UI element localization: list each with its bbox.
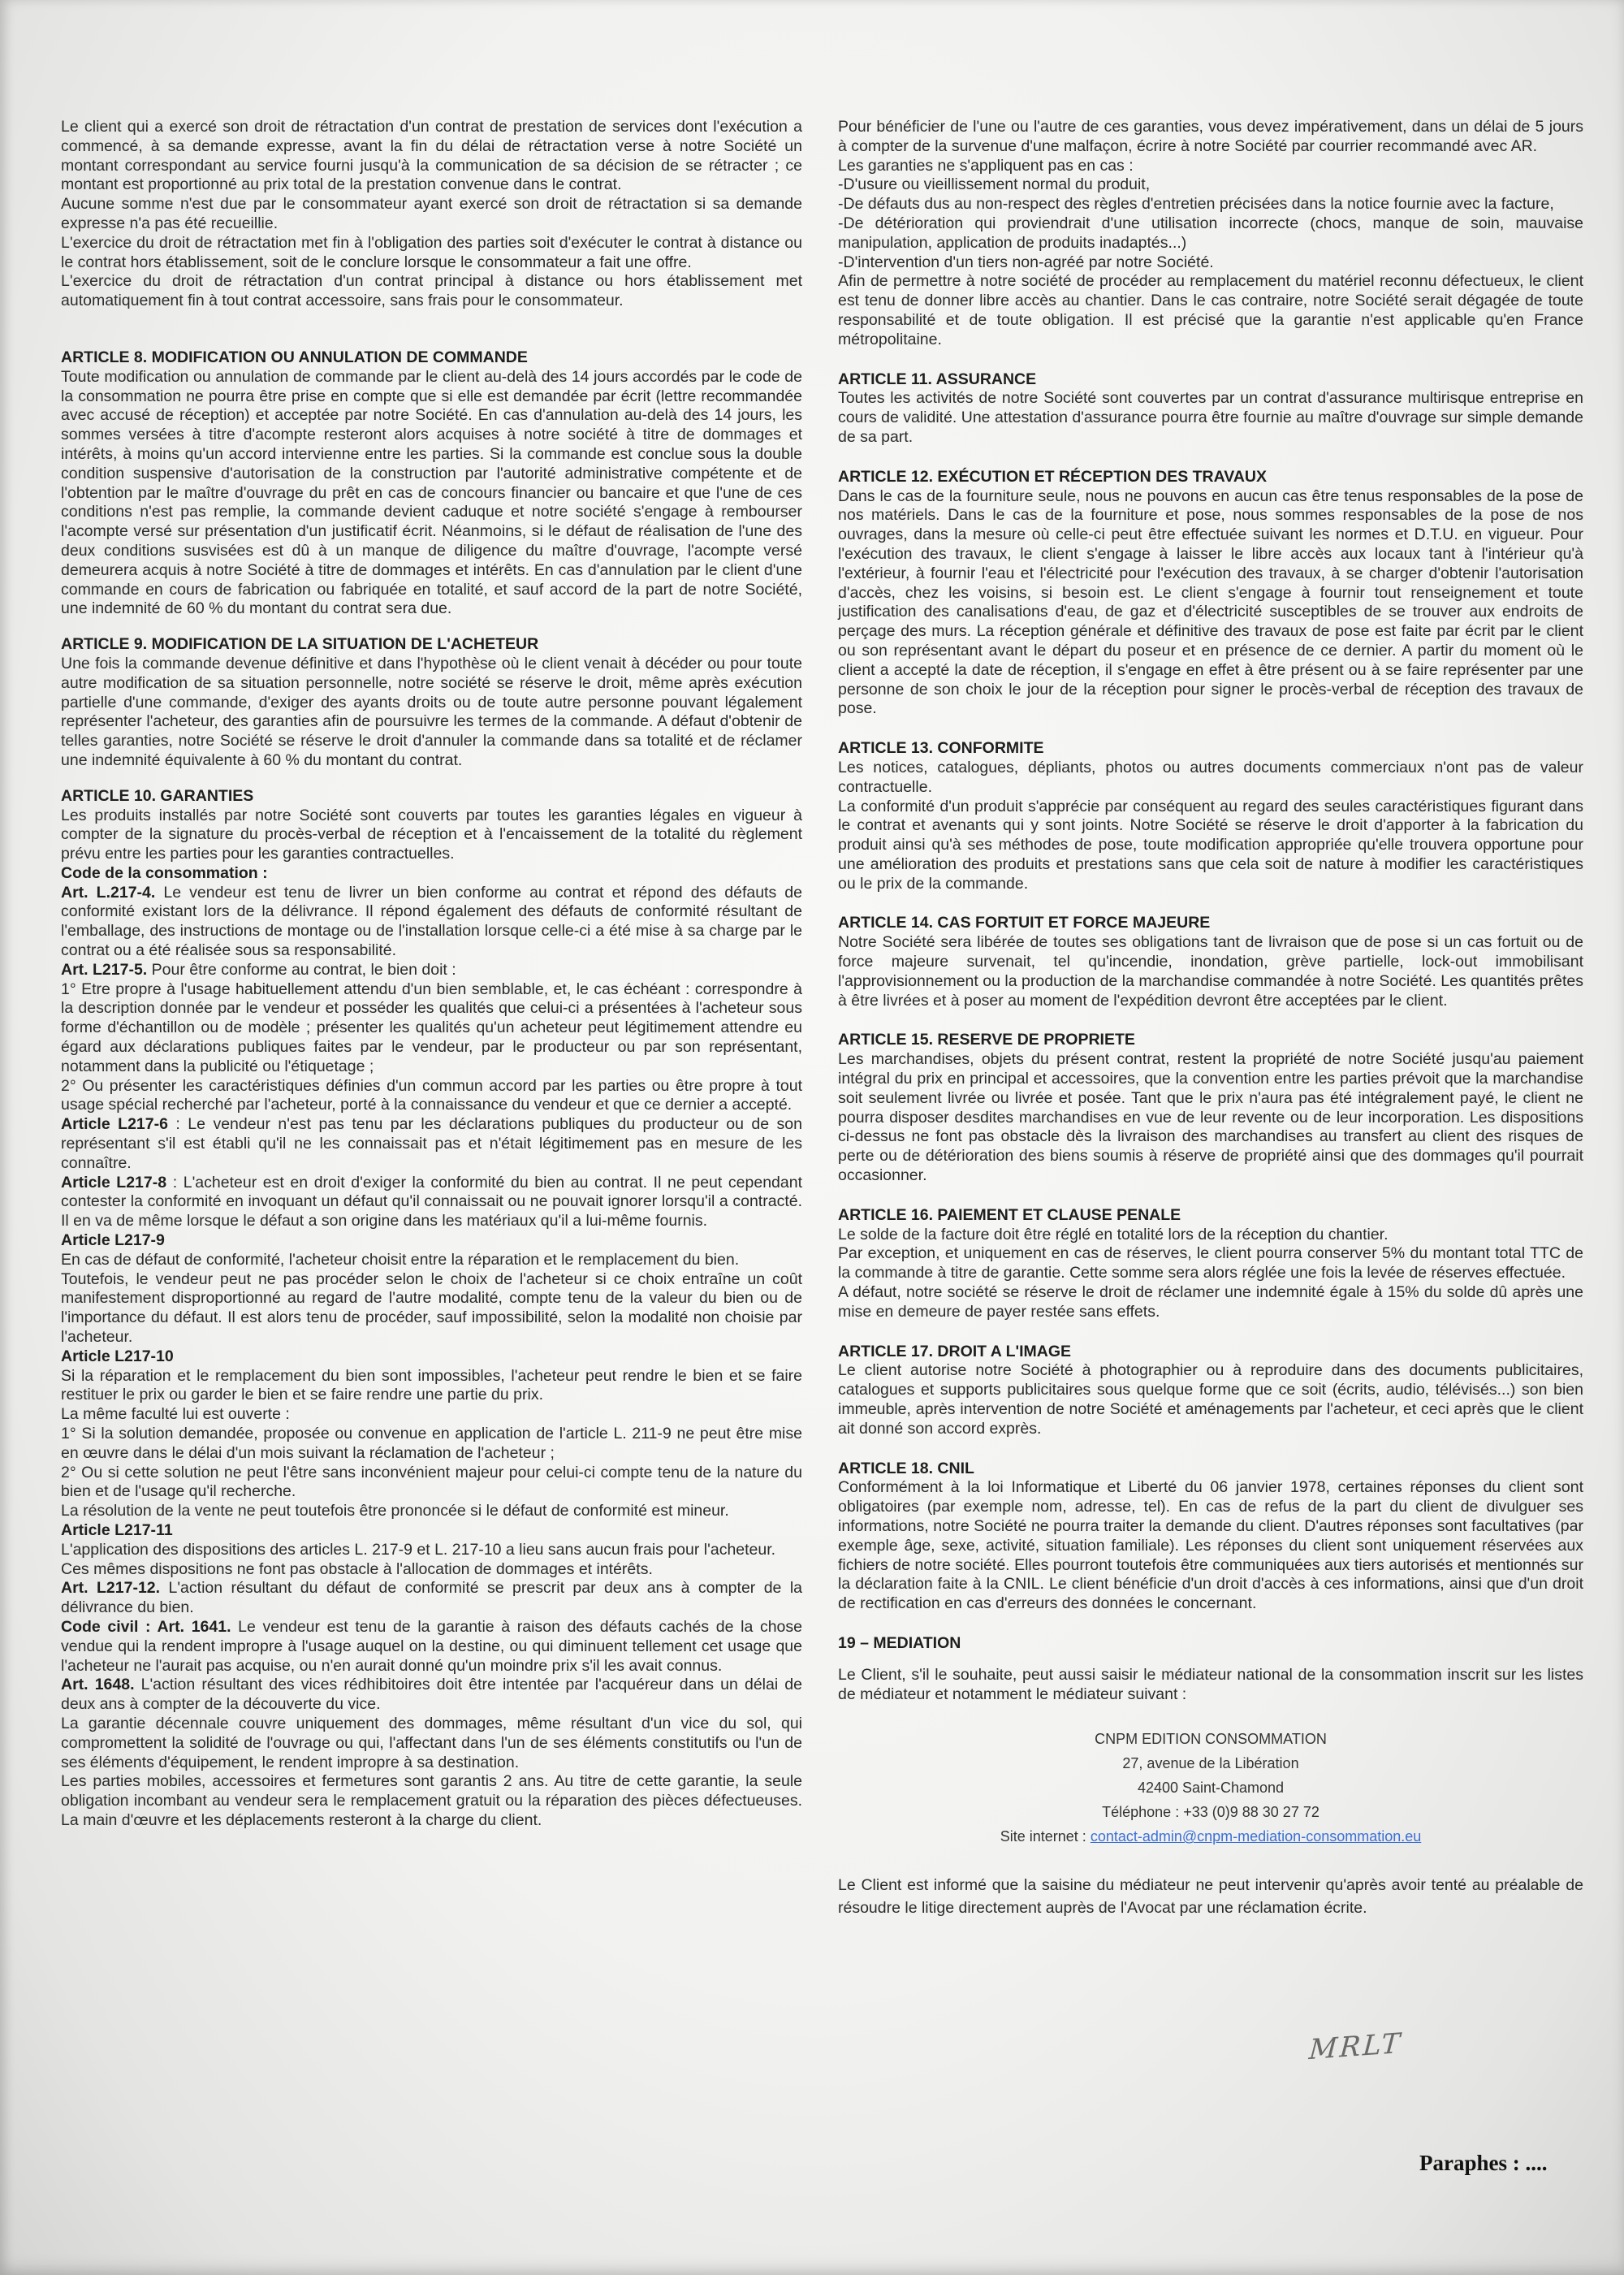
article-16-paragraph-2: Par exception, et uniquement en cas de réserves, le client pourra conserver 5% du montant total TTC de la commande à titre de garantie. Cette somme sera alors réglée une fois la levée de réserves effectuée.: [838, 1244, 1583, 1282]
art-l217-5: [61, 961, 802, 980]
art-l217-6-text: : Le vendeur n'est pas tenu par les déclarations publiques du producteur ou de son représentant s'il est établi qu'il ne les connaissait pas et n'était légitimement pas en mesure de les connaître.: [61, 1115, 802, 1172]
art-l217-12-label: Art. L217-12.: [61, 1579, 161, 1598]
article-9-title: ARTICLE 9. MODIFICATION DE LA SITUATION DE L'ACHETEUR: [61, 635, 539, 654]
art-l217-10-paragraph-2: La même faculté lui est ouverte :: [61, 1405, 290, 1424]
article-9-text: Une fois la commande devenue définitive et dans l'hypothèse où le client venait à décéder ou pour toute autre modification de sa situation personnelle, notre société se réserve le droit, même après exécution partielle d'une commande, d'exiger des ayants droits ou de toute autre personne pouvant légalement représenter l'acheteur, des garanties afin de poursuivre les termes de la commande. A défaut d'obtenir de telles garanties, notre Société se réserve le droit d'annuler la commande dans sa totalité et de réclamer une indemnité équivalente à 60 % du montant du contrat.: [61, 654, 802, 769]
right-column: [838, 118, 1583, 1919]
art-l217-10-label: Article L217-10: [61, 1347, 174, 1365]
article-8-text: Toute modification ou annulation de commande par le client au-delà des 14 jours accordés par le code de la consommation ne pourra être prise en compte que si elle est demandée par écrit (lettre recommandée avec accusé de réception) et acceptée par notre Société. En cas d'annulation au-delà des 14 jours, les sommes versées à titre d'acompte resteront alors acquises à notre société à titre de dommages et intérêts, à moins qu'un accord intervienne entre les parties. Si la commande est conclue sous la double condition suspensive d'autorisation de la construction par l'autorité administrative compétente et de l'obtention par le maître d'ouvrage du prêt en cas de concours financier ou bancaire et que l'une de ces conditions n'est pas remplie, la commande devient caduque et notre société s'engage à rembourser l'acompte versé sur présentation d'un justificatif écrit. Néanmoins, si le défaut de réalisation de l'une des deux conditions susvisées est dû à un manque de diligence du maître d'ouvrage, l'acompte versé demeurera acquis à notre Société à titre de dommages et intérêts. En cas d'annulation par le client d'une commande en cours de fabrication ou fabriquée en totalité, et sauf accord de la part de notre Société, une indemnité de 60 % du montant du contrat sera due.: [61, 367, 802, 618]
garanties-exclusion-item: -De défauts dus au non-respect des règles d'entretien précisées dans la notice fournie avec la facture,: [838, 195, 1554, 214]
garanties-procedure-paragraph: Pour bénéficier de l'une ou l'autre de ces garanties, vous devez impérativement, dans un délai de 5 jours à compter de la survenue d'une malfaçon, écrire à notre Société par courrier recommandé avec AR.: [838, 118, 1583, 155]
article-19-text: Le Client, s'il le souhaite, peut aussi saisir le médiateur national de la consommation inscrit sur les listes de médiateur et notamment le médiateur suivant :: [838, 1665, 1583, 1703]
article-12-text: Dans le cas de la fourniture seule, nous ne pouvons en aucun cas être tenus responsables de la pose de nos matériels. Dans le cas de la fourniture et pose, nous sommes responsables de la pose de nos ouvrages, dans la mesure où celle-ci peut être effectuée suivant les normes et D.T.U. en vigueur. Pour l'exécution des travaux, le client s'engage à laisser le libre accès aux locaux tant à l'intérieur qu'à l'extérieur, à fournir l'eau et l'électricité pour l'exécution des travaux, à se charger d'obtenir l'autorisation d'accès, chez les voisins, si besoin est. Le client s'engage à fournir tout renseignement et toute justification des canalisations d'eau, de gaz et d'électricité susceptibles de se trouver aux endroits de perçage des murs. La réception générale et définitive des travaux de pose est faite par écrit par le client ou son représentant avant le départ du poseur et en présence de ce dernier. A partir du moment où le client a accepté la date de réception, il s'engage en effet à être présent ou à se faire représenter par une personne de son choix le jour de la réception pour signer le procès-verbal de réception des travaux de pose.: [838, 487, 1583, 718]
article-17-title: ARTICLE 17. DROIT A L'IMAGE: [838, 1342, 1072, 1360]
art-l217-5-item-1: 1° Etre propre à l'usage habituellement attendu d'un bien semblable, et, le cas échéant : correspondre à la description donnée par le vendeur et posséder les qualités que celui-ci a présentées à l'acheteur sous forme d'échantillon ou de modèle ; présenter les qualités qu'un acheteur peut légitimement attendre eu égard aux déclarations publiques faites par le vendeur, par le producteur ou par son représentant, notamment dans la publicité ou l'étiquetage ;: [61, 980, 802, 1075]
garanties-exclusion-item: -D'intervention d'un tiers non-agréé par notre Société.: [838, 253, 1214, 271]
article-16-paragraph-1: Le solde de la facture doit être réglé en totalité lors de la réception du chantier.: [838, 1225, 1389, 1243]
art-l217-10-paragraph-1: Si la réparation et le remplacement du bien sont impossibles, l'acheteur peut rendre le bien et se faire restituer le prix ou garder le bien et se faire rendre une partie du prix.: [61, 1366, 802, 1404]
art-l217-12-text: L'action résultant du défaut de conformité se prescrit par deux ans à compter de la délivrance du bien.: [61, 1579, 802, 1617]
mediator-city: 42400 Saint-Chamond: [1137, 1780, 1285, 1797]
garanties-exclusion-item: -D'usure ou vieillissement normal du produit,: [838, 175, 1151, 194]
code-civil-art-1641: [61, 1618, 802, 1676]
art-l217-10-paragraph-5: La résolution de la vente ne peut toutefois être prononcée si le défaut de conformité est mineur.: [61, 1502, 729, 1520]
garanties-exclusions-intro: Les garanties ne s'appliquent pas en cas :: [838, 156, 1134, 175]
art-l217-4-text: Le vendeur est tenu de livrer un bien conforme au contrat et répond des défauts de conformité existant lors de la délivrance. Il répond également des défauts de conformité résultant de l'emballage, des instructions de montage ou de l'installation lorsque celle-ci a été mise à sa charge par le contrat ou a été réalisée sous sa responsabilité.: [61, 883, 802, 960]
art-l217-12: [61, 1579, 802, 1618]
art-l217-6: [61, 1115, 802, 1173]
code-civil-art-1648: [61, 1676, 802, 1715]
mediator-phone-line: [838, 1800, 1583, 1824]
article-19-title: 19 – MEDIATION: [838, 1633, 961, 1652]
mediator-name: CNPM EDITION CONSOMMATION: [1095, 1731, 1327, 1748]
art-l217-10-paragraph-4: 2° Ou si cette solution ne peut l'être sans inconvénient majeur pour celui-ci compte tenu de la nature du bien et de l'usage qu'il recherche.: [61, 1463, 802, 1501]
art-l217-11-label: Article L217-11: [61, 1520, 173, 1539]
article-11-title: ARTICLE 11. ASSURANCE: [838, 370, 1037, 388]
mediator-address-block: [838, 1727, 1583, 1849]
article-14-text: Notre Société sera libérée de toutes ses obligations tant de livraison que de pose si un cas fortuit ou de force majeure survenait, tel qu'incendie, inondation, grève partielle, lock-out immobilisant l'approvisionnement ou la production de la marchandise commandée à notre Société. Les quantités prêtes à être livrées et à poser au moment de l'expédition devront être acceptées par le client.: [838, 933, 1583, 1010]
article-18-title: ARTICLE 18. CNIL: [838, 1459, 974, 1477]
article-15-text: Les marchandises, objets du présent contrat, restent la propriété de notre Société jusqu'au paiement intégral du prix en principal et accessoires, que la convention entre les parties prévoit que la marchandise soit seulement livrée ou livrée et posée. Tant que le prix n'aura pas été intégralement payé, le client ne pourra disposer desdites marchandises en vue de leur revente ou de leur incorporation. Les dispositions ci-dessus ne font pas obstacle dès la livraison des marchandises au transfert au client des risques de perte ou de détérioration des biens soumis à réserve de propriété ainsi que des dommages qu'il pourrait occasionner.: [838, 1050, 1583, 1185]
article-18-text: Conformément à la loi Informatique et Liberté du 06 janvier 1978, certaines réponses du client sont obligatoires (par exemple nom, adresse, tel). En cas de refus de la part du client de divulguer ses informations, notre Société ne pourra traiter la demande du client. D'autres réponses sont facultatives (par exemple âge, sexe, activité, situation familiale). Les réponses du client sont uniquement réservées aux fichiers de notre société. Elles pourront toutefois être communiquées aux tiers autorisés et mentionnés sur la déclaration faite à la CNIL. Le client bénéficie d'un droit d'accès à ces informations, ainsi que d'un droit de rectification en cas d'erreurs des données le concernant.: [838, 1478, 1583, 1613]
article-13-title: ARTICLE 13. CONFORMITE: [838, 739, 1044, 758]
intro-paragraph-1: Le client qui a exercé son droit de rétractation d'un contrat de prestation de services dont l'exécution a commencé, à sa demande expresse, avant la fin du délai de rétractation verse à notre Société un montant correspondant au service fourni jusqu'à la communication de sa décision de se rétracter ; ce montant est proportionné au prix total de la prestation convenue dans le contrat.: [61, 118, 802, 194]
mediator-site-link: contact-admin@cnpm-mediation-consommation.eu: [1090, 1828, 1422, 1845]
article-13-paragraph-1: Les notices, catalogues, dépliants, photos ou autres documents commerciaux n'ont pas de valeur contractuelle.: [838, 758, 1583, 796]
garantie-decennale-paragraph: La garantie décennale couvre uniquement des dommages, même résultant d'un vice du sol, qui compromettent la solidité de l'ouvrage ou qui, l'affectant dans l'un de ses éléments constitutifs ou l'un de ses éléments d'équipement, le rendent impropre à sa destination.: [61, 1714, 802, 1771]
art-l217-9-paragraph-2: Toutefois, le vendeur peut ne pas procéder selon le choix de l'acheteur si ce choix entraîne un coût manifestement disproportionné au regard de l'autre modalité, compte tenu de la valeur du bien ou de l'importance du défaut. Il est alors tenu de procéder, sauf impossibilité, selon la modalité non choisie par l'acheteur.: [61, 1269, 802, 1347]
intro-paragraph-4: L'exercice du droit de rétractation d'un contrat principal à distance ou hors établissement met automatiquement fin à tout contrat accessoire, sans frais pour le consommateur.: [61, 272, 802, 310]
garanties-exclusion-item: -De détérioration qui proviendrait d'une utilisation incorrecte (chocs, manque de soin, mauvaise manipulation, application de produits inadaptés...): [838, 214, 1583, 252]
article-14-title: ARTICLE 14. CAS FORTUIT ET FORCE MAJEURE: [838, 914, 1211, 932]
article-12-title: ARTICLE 12. EXÉCUTION ET RÉCEPTION DES TRAVAUX: [838, 467, 1268, 486]
art-l217-8-text: : L'acheteur est en droit d'exiger la conformité du bien au contrat. Il ne peut cependant contester la conformité en invoquant un défaut qu'il connaissait ou ne pouvait ignorer lorsqu'il a contracté. Il en va de même lorsque le défaut a son origine dans les matériaux qu'il a lui-même fournis.: [61, 1173, 802, 1230]
art-l217-4: [61, 884, 802, 961]
mediator-phone-label: Téléphone :: [1102, 1804, 1180, 1821]
art-l217-11-paragraph-2: Ces mêmes dispositions ne font pas obstacle à l'allocation de dommages et intérêts.: [61, 1559, 653, 1578]
art-l217-9-label: Article L217-9: [61, 1231, 165, 1250]
code-civil-art-1648-label: Art. 1648.: [61, 1676, 135, 1694]
garanties-access-paragraph: Afin de permettre à notre société de procéder au remplacement du matériel reconnu défectueux, le client est tenu de donner libre accès au chantier. Dans le cas contraire, notre Société serait dégagée de toute responsabilité et de toute obligation. Il est précisé que la garantie n'est applicable qu'en France métropolitaine.: [838, 272, 1583, 348]
art-l217-8: [61, 1174, 802, 1231]
art-l217-5-text: Pour être conforme au contrat, le bien doit :: [147, 960, 456, 979]
art-l217-4-label: Art. L.217-4.: [61, 883, 156, 902]
code-civil-art-1641-text: Le vendeur est tenu de la garantie à raison des défauts cachés de la chose vendue qui la rendent impropre à l'usage auquel on la destine, ou qui diminuent tellement cet usage que l'acheteur ne l'aurait pas acquise, ou n'en aurait donné qu'un moindre prix s'il les avait connus.: [61, 1617, 803, 1675]
code-civil-art-1648-text: L'action résultant des vices rédhibitoires doit être intentée par l'acquéreur dans un délai de deux ans à compter de la découverte du vice.: [61, 1676, 802, 1714]
article-10-title: ARTICLE 10. GARANTIES: [61, 786, 254, 805]
parties-mobiles-paragraph: Les parties mobiles, accessoires et fermetures sont garantis 2 ans. Au titre de cette garantie, la seule obligation incombant au vendeur sera le remplacement gratuit ou la réparation des pièces défectueuses. La main d'œuvre et les déplacements resteront à la charge du client.: [61, 1772, 802, 1829]
art-l217-6-label: Article L217-6: [61, 1115, 168, 1134]
mediator-site-label: Site internet :: [1000, 1828, 1086, 1845]
article-13-paragraph-2: La conformité d'un produit s'apprécie par conséquent au regard des seules caractéristiques figurant dans le contrat et avenants qui y sont joints. Notre Société se réserve le droit d'apporter à la fabrication du produit ainsi qu'à ses méthodes de pose, toute modification appropriée qu'elle trouvera opportune pour une amélioration des produits et prestations sans que cela soit de nature à modifier les caractéristiques ou le prix de la commande.: [838, 797, 1583, 893]
code-consommation-heading: Code de la consommation :: [61, 863, 268, 882]
art-l217-8-label: Article L217-8: [61, 1173, 167, 1192]
article-16-title: ARTICLE 16. PAIEMENT ET CLAUSE PENALE: [838, 1205, 1181, 1224]
paraphes-label: Paraphes : ....: [1419, 2151, 1548, 2175]
article-16-paragraph-3: A défaut, notre société se réserve le droit de réclamer une indemnité égale à 15% du solde dû après une mise en demeure de payer restée sans effets.: [838, 1283, 1583, 1321]
art-l217-5-label: Art. L217-5.: [61, 960, 148, 979]
handwritten-initials: MRLT: [1307, 2026, 1404, 2067]
article-15-title: ARTICLE 15. RESERVE DE PROPRIETE: [838, 1031, 1135, 1049]
art-l217-10-paragraph-3: 1° Si la solution demandée, proposée ou convenue en application de l'article L. 211-9 ne peut être mise en œuvre dans le délai d'un mois suivant la réclamation de l'acheteur ;: [61, 1425, 802, 1462]
article-17-text: Le client autorise notre Société à photographier ou à reproduire dans des documents publicitaires, catalogues et supports publicitaires sous quelque forme que ce soit (écrits, audio, télévisés...) son bien immeuble, après intervention de notre Société et aménagements par l'acheteur, et ceci après que le client ait donné son accord exprès.: [838, 1361, 1583, 1438]
mediation-closing-paragraph: Le Client est informé que la saisine du médiateur ne peut intervenir qu'après avoir tenté au préalable de résoudre le litige directement auprès de l'Avocat par une réclamation écrite.: [838, 1876, 1583, 1918]
code-civil-art-1641-label: Code civil : Art. 1641.: [61, 1617, 231, 1636]
article-8-title: ARTICLE 8. MODIFICATION OU ANNULATION DE COMMANDE: [61, 348, 528, 366]
mediator-phone: +33 (0)9 88 30 27 72: [1183, 1804, 1320, 1821]
mediator-street: 27, avenue de la Libération: [1122, 1755, 1299, 1772]
art-l217-9-paragraph-1: En cas de défaut de conformité, l'acheteur choisit entre la réparation et le remplacement du bien.: [61, 1250, 740, 1269]
art-l217-11-paragraph-1: L'application des dispositions des articles L. 217-9 et L. 217-10 a lieu sans aucun frais pour l'acheteur.: [61, 1540, 776, 1559]
mediator-site-line: [838, 1824, 1583, 1849]
art-l217-5-item-2: 2° Ou présenter les caractéristiques définies d'un commun accord par les parties ou être propre à tout usage spécial recherché par l'acheteur, porté à la connaissance du vendeur et que ce dernier a accepté.: [61, 1076, 802, 1114]
left-column: [61, 118, 802, 1831]
intro-paragraph-3: L'exercice du droit de rétractation met fin à l'obligation des parties soit d'exécuter le contrat à distance ou le contrat hors établissement, soit de le conclure lorsque le consommateur a fait une offre.: [61, 233, 802, 271]
intro-paragraph-2: Aucune somme n'est due par le consommateur ayant exercé son droit de rétractation si sa demande expresse n'a pas été recueillie.: [61, 195, 802, 232]
article-11-text: Toutes les activités de notre Société sont couvertes par un contrat d'assurance multirisque entreprise en cours de validité. Une attestation d'assurance pourra être fournie au maître d'ouvrage sur simple demande de sa part.: [838, 389, 1583, 446]
article-10-text: Les produits installés par notre Société sont couverts par toutes les garanties légales en vigueur à compter de la signature du procès-verbal de réception et à l'encaissement de la totalité du règlement prévu entre les parties pour les garanties contractuelles.: [61, 806, 802, 863]
